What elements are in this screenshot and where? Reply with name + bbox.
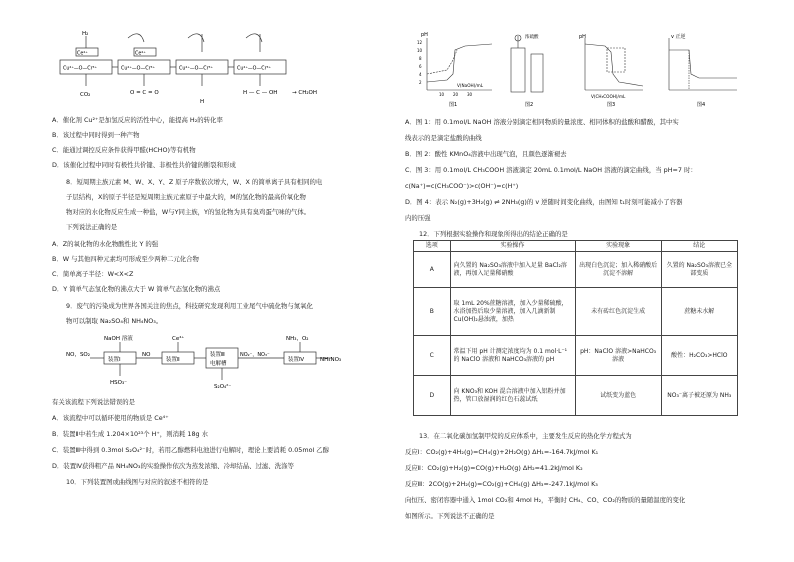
table-cell: D xyxy=(414,376,451,416)
g3-label: 图3 xyxy=(607,102,616,108)
g2-label: 图2 xyxy=(525,102,534,108)
q10-option-d-1: D．图 4：表示 N₂(g)+3H₂(g) ⇌ 2NH₃(g)的 v 逆随时间变化曲线，由图知 t₁时刻可能减小了容器 xyxy=(405,198,683,206)
g1-label: 图1 xyxy=(449,102,458,108)
fig1-hcoh: H — C — OH xyxy=(243,90,278,96)
fig1-ce4-b: Ce⁴⁺ xyxy=(135,51,146,57)
table-header-operation: 实验操作 xyxy=(450,241,575,252)
table-header-phenomenon: 实验现象 xyxy=(575,241,661,252)
q9-stem-2: 物可以制取 Na₂SO₄和 NH₄NO₃。 xyxy=(66,317,163,325)
q13-stem: 13．在二氧化碳加氢制甲烷的反应体系中，主要发生反应的热化学方程式为 xyxy=(419,432,632,440)
g3-x: V(CH₃COOH)/mL xyxy=(591,94,626,99)
table-cell: 蔗糖未水解 xyxy=(661,288,737,336)
q9-option-b: B．装置Ⅱ中若生成 1.204×10²³个 H⁺，则消耗 18g 水 xyxy=(52,430,209,438)
flow-no2no3: NO₂⁻，NO₃⁻ xyxy=(240,352,270,358)
flow-no: NO xyxy=(142,352,151,358)
q10-stem: 10．下列装置图或曲线图与对应的叙述不相符的是 xyxy=(66,478,209,486)
g1-xtick-0: 10 xyxy=(439,92,445,97)
g1-tick-3: 6 xyxy=(419,64,422,69)
fig1-co2: CO₂ xyxy=(80,92,91,98)
flow-nh3o2: NH₃，O₂ xyxy=(286,336,309,342)
fig1-h: H xyxy=(200,99,205,105)
table-cell: pH：NaClO 溶液>NaHCO₃溶液 xyxy=(575,336,661,376)
catalysis-mechanism-figure xyxy=(58,28,358,108)
g1-y: pH xyxy=(421,32,428,38)
q9-prompt: 有关该流程下列说法错误的是 xyxy=(52,398,136,406)
table-row xyxy=(414,336,738,376)
fig1-ce4-a: Ce⁴⁺ xyxy=(77,51,88,57)
fig1-box-b: Cu²⁺—O—Cr³⁺ xyxy=(121,66,155,72)
flow-out: NH₄NO₃ xyxy=(320,357,342,363)
q8-option-a: A．Z的氧化物的水化物酸性比 Y 的强 xyxy=(52,240,159,248)
table-cell: NO₃⁻离子被还原为 NH₃ xyxy=(661,376,737,416)
g4-y: v 正逆 xyxy=(671,34,686,40)
table-row xyxy=(414,288,738,336)
q8-option-d: D．Y 简单气态氢化物的沸点大于 W 简单气态氢化物的沸点 xyxy=(52,285,221,293)
g1-tick-5: 2 xyxy=(419,80,422,85)
fig1-ch2oh: → CH₂OH xyxy=(292,90,318,96)
q7-option-d: D．该催化过程中同时有极性共价键、非极性共价键的断裂和形成 xyxy=(52,161,236,169)
table-cell: C xyxy=(414,336,451,376)
q13-condition-2: 如图所示。下列说法不正确的是 xyxy=(405,512,495,520)
q10-option-a-1: A．图 1：用 0.1mol/L NaOH 溶液分别滴定相同物质的量浓度、相同体积的盐酸和醋酸，其中实 xyxy=(405,118,679,126)
q13-reaction-2: 反应Ⅱ：CO₂(g)+H₂(g)=CO(g)+H₂O(g) ΔH₂=41.2kJ/mol K₂ xyxy=(405,464,583,472)
q13-condition-1: 向恒压、密闭容器中通入 1mol CO₂和 4mol H₂，平衡时 CH₄、CO、CO₂的物质的量随温度的变化 xyxy=(405,496,686,504)
q13-reaction-1: 反应Ⅰ：CO₂(g)+4H₂(g)=CH₄(g)+2H₂O(g) ΔH₁=-164.7kJ/mol K₁ xyxy=(405,448,599,456)
table-header-conclusion: 结论 xyxy=(661,241,737,252)
g4-label: 图4 xyxy=(697,102,706,108)
q7-option-b: B．该过程中同时得到一种产物 xyxy=(52,131,140,139)
flow-hso3: HSO₃⁻ xyxy=(110,380,128,386)
g2-tag: 浓硫酸 xyxy=(525,35,539,40)
g1-tick-2: 8 xyxy=(419,56,422,61)
table-row xyxy=(414,252,738,288)
experiment-table xyxy=(413,240,738,416)
fig1-box-a: Cu²⁺—O—Cr³⁺ xyxy=(63,66,97,72)
q7-option-c: C．能通过调控反应条件获得甲醛(HCHO)等有机物 xyxy=(52,146,196,154)
table-cell: 未有砖红色沉淀生成 xyxy=(575,288,661,336)
q8-stem-2: 子层结构，X的原子半径是短周期主族元素原子中最大的，M的氢化物的最高价氧化物 xyxy=(66,193,306,201)
table-cell: 出现白色沉淀；加入稀硝酸后沉淀不溶解 xyxy=(575,252,661,288)
q10-option-b: B．图 2：酸性 KMnO₄溶液中出现气泡，且颜色逐渐褪去 xyxy=(405,150,567,158)
table-cell: 取 1mL 20%蔗糖溶液，加入少量稀硫酸，水浴加热后取少量溶液，加入几滴新制 Cu(OH)₂悬浊液，加热 xyxy=(450,288,575,336)
flow-elec: 电解槽 xyxy=(210,361,227,367)
g1-tick-0: 12 xyxy=(417,40,423,45)
flow-dev2: 装置Ⅱ xyxy=(166,357,180,363)
q8-stem-1: 8．短周期主族元素 M、W、X、Y、Z 原子序数依次增大，W、X 的简单离子具有相同的电 xyxy=(66,178,323,186)
q12-stem: 12．下列根据实验操作和现象所得出的结论正确的是 xyxy=(419,230,568,238)
g1-x: V(NaOH)/mL xyxy=(457,83,484,88)
q9-option-a: A．该流程中可以循环使用的物质是 Ce⁴⁺ xyxy=(52,414,169,422)
process-flow-diagram xyxy=(66,332,366,392)
flow-dev3: 装置Ⅲ xyxy=(210,352,225,358)
q10-option-d-2: 内的压强 xyxy=(405,214,431,222)
q9-option-c: C．装置Ⅲ中得到 0.3mol S₂O₄²⁻时，若用乙醇燃料电池进行电解时，理论上要消耗 0.05mol 乙醇 xyxy=(52,446,330,454)
table-header-option: 选项 xyxy=(414,241,451,252)
flow-naoh: NaOH 溶液 xyxy=(104,336,133,342)
table-row xyxy=(414,376,738,416)
table-cell: 向 KNO₃和 KOH 混合溶液中加入铝粉并加热，管口放湿润的红色石蕊试纸 xyxy=(450,376,575,416)
table-cell: 酸性：H₂CO₃>HClO xyxy=(661,336,737,376)
fig1-oco: O = C = O xyxy=(130,90,159,96)
q10-option-a-2: 线表示的是滴定盐酸的曲线 xyxy=(405,134,482,142)
q8-stem-3: 物对应的水化物反应生成一种盐，W与Y同主族，Y的氢化物为具有臭鸡蛋气味的气体。 xyxy=(66,208,311,216)
flow-dev4: 装置Ⅳ xyxy=(288,357,305,363)
q10-option-c-1: C．图 3：用 0.1mol/L CH₃COOH 溶液滴定 20mL 0.1mol/L NaOH 溶液的滴定曲线，当 pH=7 时： xyxy=(405,166,697,174)
fig1-h2: H₂ xyxy=(82,31,89,37)
flow-s2o4: S₂O₄²⁻ xyxy=(214,384,232,390)
table-cell: A xyxy=(414,252,451,288)
q9-stem-1: 9．废气的污染成为世界各国关注的焦点，科技研究发现利用工业尾气中硫化物与氮氧化 xyxy=(66,302,313,310)
table-cell: B xyxy=(414,288,451,336)
table-cell: 试纸变为蓝色 xyxy=(575,376,661,416)
q8-option-b: B．W 与其他四种元素均可形成至少两种二元化合物 xyxy=(52,255,199,263)
q10-figures xyxy=(407,30,753,110)
g1-tick-1: 10 xyxy=(417,48,423,53)
q10-option-c-2: c(Na⁺)=c(CH₃COO⁻)>c(OH⁻)=c(H⁺) xyxy=(405,182,519,190)
g1-xtick-2: 30 xyxy=(467,92,473,97)
table-cell: 向久置的 Na₂SO₃溶液中加入足量 BaCl₂溶液，再加入足量稀硝酸 xyxy=(450,252,575,288)
q7-option-a: A．催化剂 Cu²⁺是加氢反应的活性中心，能提高 H₂的转化率 xyxy=(52,116,223,124)
g1-tick-4: 4 xyxy=(419,72,422,77)
fig1-box-d: Cu²⁺—O—Cr³⁺ xyxy=(237,66,271,72)
q8-stem-4: 下列说法正确的是 xyxy=(66,223,118,231)
flow-ce4: Ce⁴⁺ xyxy=(172,336,185,342)
table-cell: 久置的 Na₂SO₃溶液已全部变质 xyxy=(661,252,737,288)
fig1-box-c: Cu²⁺—O—Cr³⁺ xyxy=(179,66,213,72)
q13-reaction-3: 反应Ⅲ：2CO(g)+2H₂(g)=CO₂(g)+CH₄(g) ΔH₃=-247.1kJ/mol K₃ xyxy=(405,480,598,488)
flow-no-so2: NO，SO₂ xyxy=(66,352,90,358)
g3-y: pH xyxy=(579,34,586,40)
g1-xtick-1: 20 xyxy=(453,92,459,97)
q9-option-d: D．装置Ⅳ获得粗产品 NH₄NO₃的实验操作依次为蒸发浓缩、冷却结晶、过滤、洗涤等 xyxy=(52,462,294,470)
flow-dev1: 装置Ⅰ xyxy=(108,357,121,363)
q8-option-c: C．简单离子半径：W<X<Z xyxy=(52,270,134,278)
table-cell: 常温下用 pH 计测定浓度均为 0.1 mol·L⁻¹的 NaClO 溶液和 NaHCO₃溶液的 pH xyxy=(450,336,575,376)
